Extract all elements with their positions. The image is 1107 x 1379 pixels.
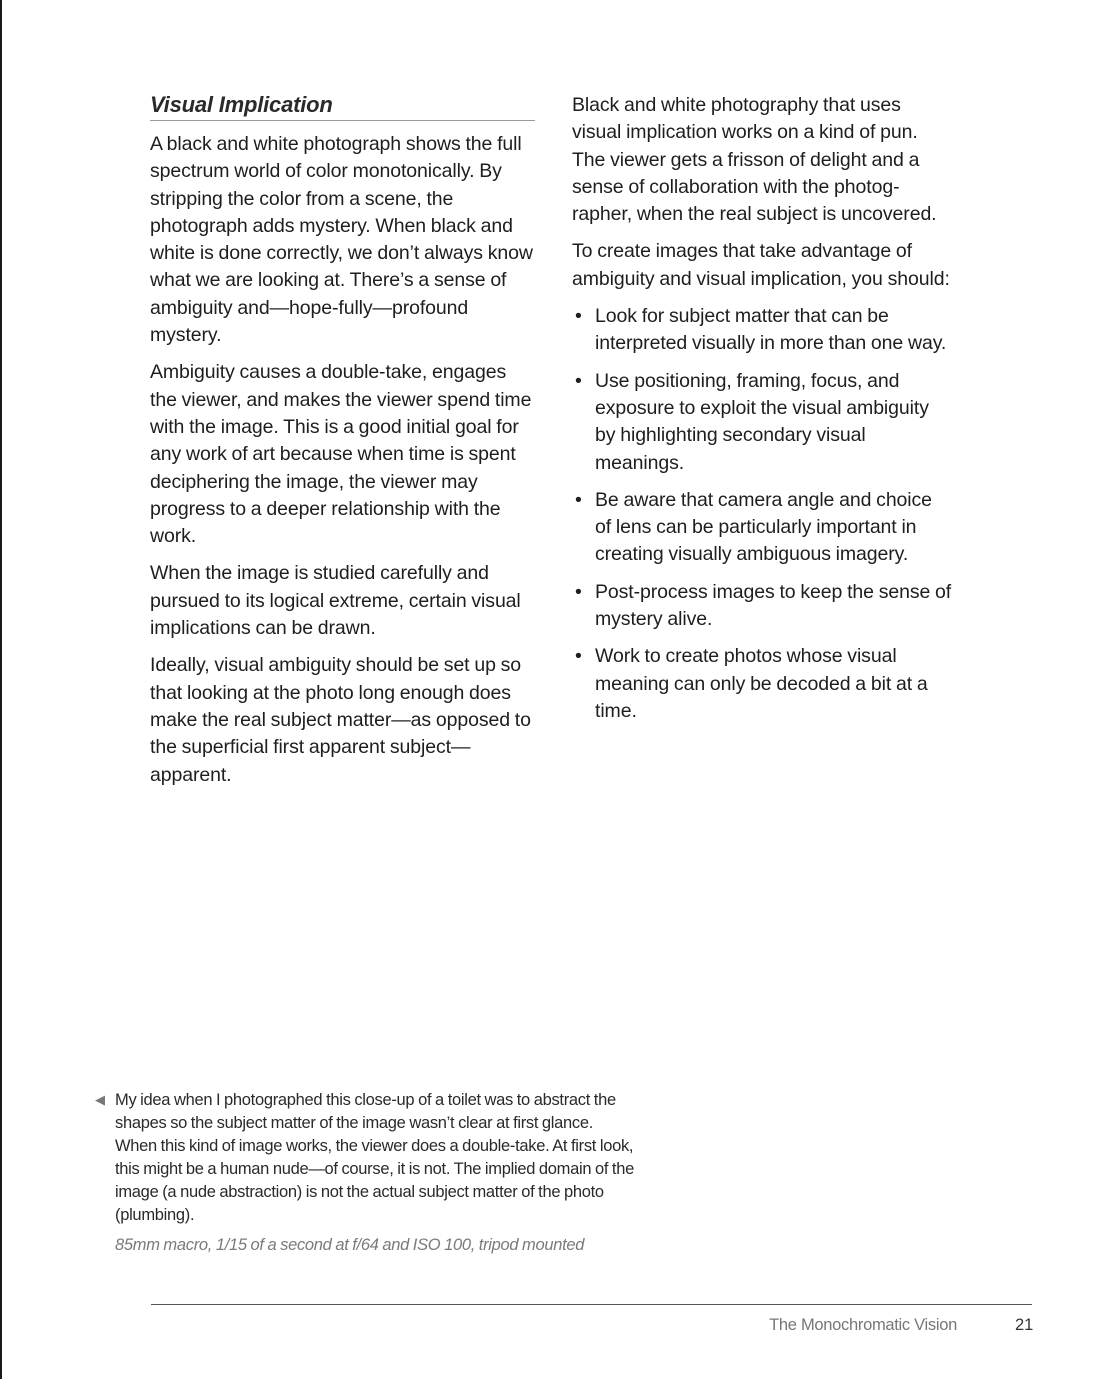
list-item-text: Be aware that camera angle and choice of lens can be particularly important in creating visually ambiguous imagery. [595,488,932,566]
figure-caption [115,1089,635,1257]
body-paragraph: A black and white photograph shows the full spectrum world of color monotonically. By stripping the color from a scene, the photograph adds mystery. When black and white is done correctly, we don’t always know what we are looking at. There’s a sense of ambiguity and—hope-fully—profound mystery. [150,133,533,347]
camera-settings: 85mm macro, 1/15 of a second at f/64 and ISO 100, tripod mounted [115,1236,585,1255]
left-column [150,92,535,799]
list-item-text: Use positioning, framing, focus, and exposure to exploit the visual ambiguity by highlighting secondary visual meanings. [595,369,929,474]
body-paragraph: Black and white photography that uses visual implication works on a kind of pun. The viewer gets a frisson of delight and a sense of collaboration with the photog-rapher, when the real subject is uncovered. [572,94,937,226]
body-paragraph: To create images that take advantage of ambiguity and visual implication, you should: [572,240,950,290]
bullet-icon: • [575,305,582,328]
bullet-icon: • [575,488,582,511]
bullet-list [572,303,952,725]
list-item [572,303,952,358]
list-item [572,487,952,569]
list-item [572,643,952,725]
bullet-icon: • [575,580,582,603]
page-number: 21 [1015,1316,1034,1334]
page-edge [0,0,2,1379]
list-item [572,368,952,477]
list-item-text: Look for subject matter that can be interpreted visually in more than one way. [595,305,947,355]
list-item-text: Post-process images to keep the sense of mystery alive. [595,580,952,631]
right-column [572,92,952,735]
list-item [572,579,952,634]
running-head: The Monochromatic Vision [769,1316,957,1334]
caption-text: My idea when I photographed this close-up of a toilet was to abstract the shapes so the subject matter of the image wasn’t clear at first glance. When this kind of image works, the viewer does a double-take. At first look, this might be a human nude—of course, it is not. The implied domain of the image (a nude abstraction) is not the actual subject matter of the photo (plumbing). [115,1091,634,1224]
body-paragraph: Ideally, visual ambiguity should be set up so that looking at the photo long enough does make the real subject matter—as opposed to the superficial first apparent subject—apparent. [150,654,531,786]
body-paragraph: Ambiguity causes a double-take, engages the viewer, and makes the viewer spend time with the image. This is a good initial goal for any work of art because when time is spent deciphering the image, the viewer may progress to a deeper relationship with the work. [150,361,532,548]
section-heading: Visual Implication [150,92,535,121]
caption-arrow-icon: ◀ [95,1092,105,1107]
bullet-icon: • [575,369,582,392]
body-paragraph: When the image is studied carefully and pursued to its logical extreme, certain visual implications can be drawn. [150,562,521,640]
footer-rule [151,1304,1032,1305]
list-item-text: Work to create photos whose visual meaning can only be decoded a bit at a time. [595,645,928,722]
bullet-icon: • [575,645,582,668]
